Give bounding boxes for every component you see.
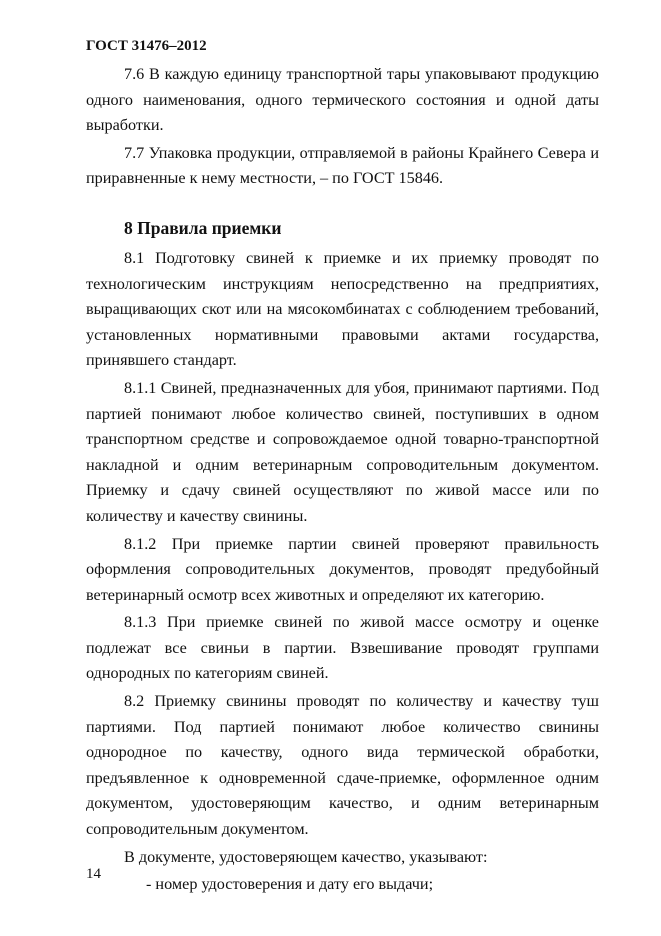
list-item: - номер удостоверения и дату его выдачи;	[146, 875, 434, 894]
standard-header: ГОСТ 31476–2012	[86, 38, 207, 54]
section-title: 8 Правила приемки	[124, 217, 282, 238]
paragraph-7-6: 7.6 В каждую единицу транспортной тары упаковывают продукцию одного наименования, одного термического состояния и одной даты выработки.	[86, 65, 599, 135]
document-body	[86, 62, 599, 898]
page-number: 14	[86, 866, 101, 882]
paragraph-8-1-3: 8.1.3 При приемке свиней по живой массе осмотру и оценке подлежат все свиньи в партии. Взвешивание проводят группами однородных по категориям свиней.	[86, 613, 599, 683]
paragraph-8-2: 8.2 Приемку свинины проводят по количеству и качеству туш партиями. Под партией понимают любое количество свинины однородное по качеству, одного вида термической обработки, предъявленное к одновременной сдаче-приемке, оформленное одним документом, удостоверяющим качество, и одним ветеринарным сопроводительным документом.	[86, 692, 599, 839]
paragraph-document-contents: В документе, удостоверяющем качество, указывают:	[124, 847, 488, 866]
paragraph-7-7: 7.7 Упаковка продукции, отправляемой в районы Крайнего Севера и приравненные к нему местности, – по ГОСТ 15846.	[86, 143, 599, 188]
paragraph-8-1-2: 8.1.2 При приемке партии свиней проверяют правильность оформления сопроводительных документов, проводят предубойный ветеринарный осмотр всех животных и определяют их категорию.	[86, 534, 599, 604]
paragraph-8-1: 8.1 Подготовку свиней к приемке и их приемку проводят по технологическим инструкциям непосредственно на предприятиях, выращивающих скот или на мясокомбинатах с соблюдением требований, установленных нормативными правовыми актами государства, принявшего стандарт.	[86, 248, 599, 370]
paragraph-8-1-1: 8.1.1 Свиней, предназначенных для убоя, принимают партиями. Под партией понимают любое количество свиней, поступивших в одном транспортном средстве и сопровождаемое одной товарно-транспортной накладной и одним ветеринарным сопроводительным документом. Приемку и сдачу свиней осуществляют по живой массе или по количеству и качеству свинины.	[86, 378, 599, 525]
